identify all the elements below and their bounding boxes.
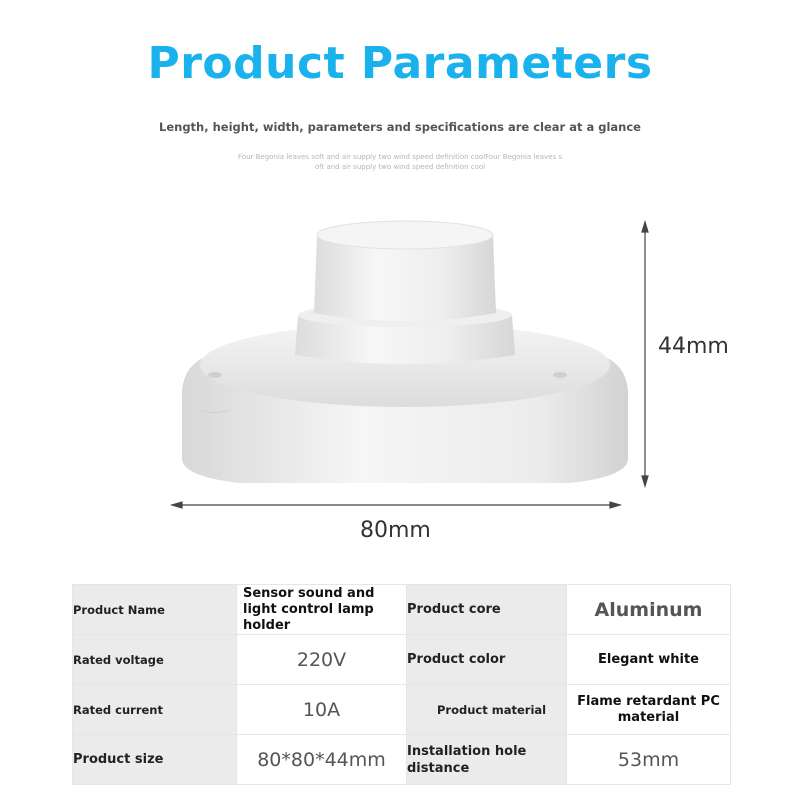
spec-label: Product Name bbox=[73, 585, 237, 635]
spec-label: Product core bbox=[407, 585, 567, 635]
spec-table bbox=[72, 584, 731, 785]
height-arrow bbox=[642, 222, 648, 486]
spec-label: Product color bbox=[407, 635, 567, 685]
faint-caption-line-2: oft and air supply two wind speed definition cool bbox=[314, 163, 486, 171]
table-row bbox=[73, 685, 731, 735]
spec-value: Flame retardant PC material bbox=[567, 685, 731, 735]
spec-label: Product material bbox=[407, 685, 567, 735]
spec-value: Elegant white bbox=[567, 635, 731, 685]
page-subtitle: Length, height, width, parameters and specifications are clear at a glance bbox=[159, 120, 641, 134]
table-row bbox=[73, 585, 731, 635]
height-dimension-label: 44mm bbox=[658, 334, 729, 359]
spec-label: Rated voltage bbox=[73, 635, 237, 685]
spec-value: 53mm bbox=[567, 735, 731, 785]
width-dimension-label: 80mm bbox=[360, 518, 431, 543]
width-arrow bbox=[172, 502, 620, 508]
spec-value: 80*80*44mm bbox=[237, 735, 407, 785]
spec-value: Sensor sound and light control lamp holder bbox=[237, 585, 407, 635]
spec-label: Rated current bbox=[73, 685, 237, 735]
spec-label: Product size bbox=[73, 735, 237, 785]
spec-value: 220V bbox=[237, 635, 407, 685]
table-row bbox=[73, 635, 731, 685]
faint-caption-line-1: Four Begonia leaves soft and air supply two wind speed definition coolFour Begonia leaves s bbox=[238, 153, 562, 161]
table-row bbox=[73, 735, 731, 785]
spec-value: Aluminum bbox=[567, 585, 731, 635]
page-title: Product Parameters bbox=[147, 38, 653, 89]
spec-value: 10A bbox=[237, 685, 407, 735]
spec-label: Installation hole distance bbox=[407, 735, 567, 785]
